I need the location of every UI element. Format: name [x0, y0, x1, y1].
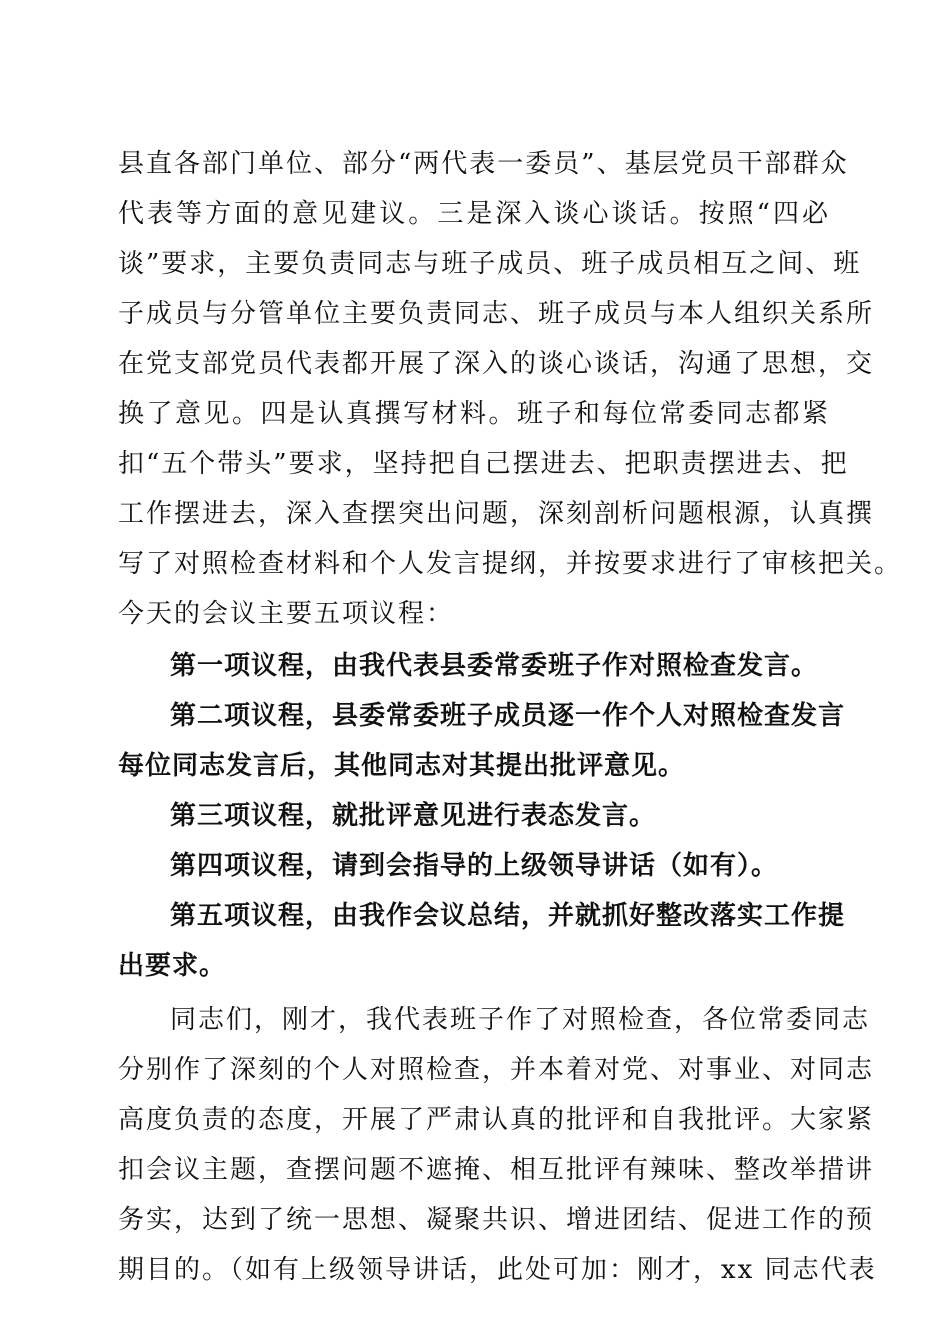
text-line: 高度负责的态度，开展了严肃认真的批评和自我批评。大家紧 [118, 1105, 875, 1135]
text-line: 同志们，刚才，我代表班子作了对照检查，各位常委同志 [170, 1005, 871, 1035]
text-line: 谈”要求，主要负责同志与班子成员、班子成员相互之间、班 [118, 249, 862, 279]
text-line: 期目的。（如有上级领导讲话，此处可加：刚才，xx 同志代表 [118, 1255, 877, 1285]
text-line: 分别作了深刻的个人对照检查，并本着对党、对事业、对同志 [118, 1055, 875, 1085]
text-line: 写了对照检查材料和个人发言提纲，并按要求进行了审核把关。 [118, 549, 903, 579]
text-line: 县直各部门单位、部分“两代表一委员”、基层党员干部群众 [118, 149, 849, 179]
text-line: 务实，达到了统一思想、凝聚共识、增进团结、促进工作的预 [118, 1205, 875, 1235]
agenda-item: 第三项议程，就批评意见进行表态发言。 [170, 801, 657, 831]
agenda-item: 第四项议程，请到会指导的上级领导讲话（如有）。 [170, 851, 779, 881]
text-line: 扣会议主题，查摆问题不遮掩、相互批评有辣味、整改举措讲 [118, 1155, 875, 1185]
agenda-item: 第二项议程，县委常委班子成员逐一作个人对照检查发言 [170, 701, 846, 731]
text-line: 在党支部党员代表都开展了深入的谈心谈话，沟通了思想，交 [118, 349, 875, 379]
text-line: 工作摆进去，深入查摆突出问题，深刻剖析问题根源，认真撰 [118, 499, 875, 529]
text-line: 子成员与分管单位主要负责同志、班子成员与本人组织关系所 [118, 299, 875, 329]
text-line: 今天的会议主要五项议程： [118, 599, 455, 629]
text-line: 代表等方面的意见建议。三是深入谈心谈话。按照“四必 [118, 199, 830, 229]
agenda-item: 第一项议程，由我代表县委常委班子作对照检查发言。 [170, 651, 819, 681]
text-line: 换了意见。四是认真撰写材料。班子和每位常委同志都紧 [118, 399, 830, 429]
text-line: 扣“五个带头”要求，坚持把自己摆进去、把职责摆进去、把 [118, 449, 849, 479]
agenda-item-continuation: 出要求。 [118, 951, 227, 981]
agenda-item: 第五项议程，由我作会议总结，并就抓好整改落实工作提 [170, 901, 846, 931]
agenda-item-continuation: 每位同志发言后，其他同志对其提出批评意见。 [118, 751, 686, 781]
